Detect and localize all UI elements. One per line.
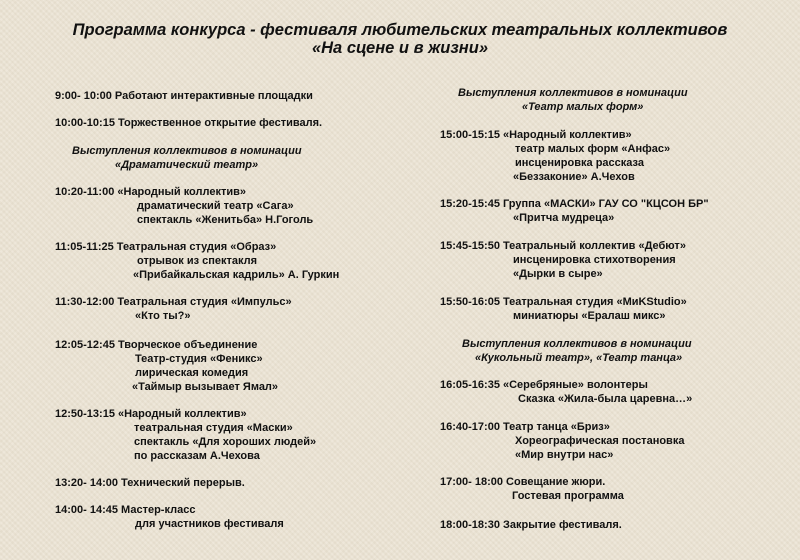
schedule-item-detail-line: драматический театр «Сага»: [137, 200, 294, 212]
schedule-item-time-line: 16:05-16:35 «Серебряные» волонтеры: [440, 379, 648, 391]
schedule-item-time-line: 12:50-13:15 «Народный коллектив»: [55, 408, 247, 420]
schedule-item-time-line: 10:00-10:15 Торжественное открытие фестиваля.: [55, 117, 323, 129]
title-line-1: Программа конкурса - фестиваля любительских театральных коллективов: [72, 21, 728, 39]
schedule-item-detail-line: инсценировка стихотворения: [513, 254, 676, 266]
right-schedule-column: [440, 0, 790, 560]
nomination-heading-line: Выступления коллективов в номинации: [458, 87, 688, 99]
schedule-item-time-line: 15:45-15:50 Театральный коллектив «Дебют»: [440, 240, 686, 252]
schedule-item-time-line: 17:00- 18:00 Совещание жюри.: [440, 476, 606, 488]
schedule-item-detail-line: отрывок из спектакля: [137, 255, 258, 267]
schedule-item-detail-line: «Притча мудреца»: [513, 212, 615, 224]
nomination-heading-line: Выступления коллективов в номинации: [462, 338, 692, 350]
schedule-item-time-line: 14:00- 14:45 Мастер-класс: [55, 504, 196, 516]
schedule-item-detail-line: «Таймыр вызывает Ямал»: [132, 381, 279, 393]
schedule-item-time-line: 11:05-11:25 Театральная студия «Образ»: [55, 241, 277, 253]
schedule-item-detail-line: театральная студия «Маски»: [134, 422, 293, 434]
schedule-item-detail-line: спектакль «Для хороших людей»: [134, 436, 317, 448]
schedule-item-detail-line: Гостевая программа: [512, 490, 624, 502]
schedule-item-detail-line: по рассказам А.Чехова: [134, 450, 260, 462]
left-schedule-column: [55, 0, 400, 560]
schedule-item-time-line: 10:20-11:00 «Народный коллектив»: [55, 186, 246, 198]
schedule-item-time-line: 15:20-15:45 Группа «МАСКИ» ГАУ СО "КЦСОН БР": [440, 198, 709, 210]
schedule-item-detail-line: инсценировка рассказа: [515, 157, 644, 169]
schedule-item-time-line: 18:00-18:30 Закрытие фестиваля.: [440, 519, 622, 531]
schedule-item-time-line: 16:40-17:00 Театр танца «Бриз»: [440, 421, 610, 433]
schedule-item-detail-line: «Кто ты?»: [135, 310, 191, 322]
schedule-item-detail-line: «Мир внутри нас»: [515, 449, 614, 461]
schedule-item-detail-line: Хореографическая постановка: [515, 435, 685, 447]
schedule-item-detail-line: спектакль «Женитьба» Н.Гоголь: [137, 214, 314, 226]
schedule-item-time-line: 9:00- 10:00 Работают интерактивные площадки: [55, 90, 313, 102]
schedule-item-time-line: 12:05-12:45 Творческое объединение: [55, 339, 258, 351]
schedule-item-detail-line: Театр-студия «Феникс»: [135, 353, 263, 365]
schedule-item-time-line: 15:00-15:15 «Народный коллектив»: [440, 129, 632, 141]
schedule-item-time-line: 11:30-12:00 Театральная студия «Импульс»: [55, 296, 292, 308]
schedule-item-detail-line: «Прибайкальская кадриль» А. Гуркин: [133, 269, 340, 281]
schedule-item-detail-line: миниатюры «Ералаш микс»: [513, 310, 666, 322]
nomination-heading-line: Выступления коллективов в номинации: [72, 145, 302, 157]
schedule-item-time-line: 15:50-16:05 Театральная студия «МиKStudio»: [440, 296, 687, 308]
schedule-item-detail-line: лирическая комедия: [135, 367, 249, 379]
nomination-heading-line: «Драматический театр»: [115, 159, 259, 171]
nomination-heading-line: «Театр малых форм»: [522, 101, 644, 113]
schedule-item-detail-line: театр малых форм «Анфас»: [515, 143, 671, 155]
schedule-item-time-line: 13:20- 14:00 Технический перерыв.: [55, 477, 245, 489]
schedule-item-detail-line: для участников фестиваля: [135, 518, 284, 530]
title-line-2: «На сцене и в жизни»: [311, 39, 489, 57]
nomination-heading-line: «Кукольный театр», «Театр танца»: [475, 352, 683, 364]
schedule-item-detail-line: «Дырки в сыре»: [513, 268, 603, 280]
schedule-item-detail-line: «Беззаконие» А.Чехов: [513, 171, 635, 183]
schedule-item-detail-line: Сказка «Жила-была царевна…»: [518, 393, 693, 405]
